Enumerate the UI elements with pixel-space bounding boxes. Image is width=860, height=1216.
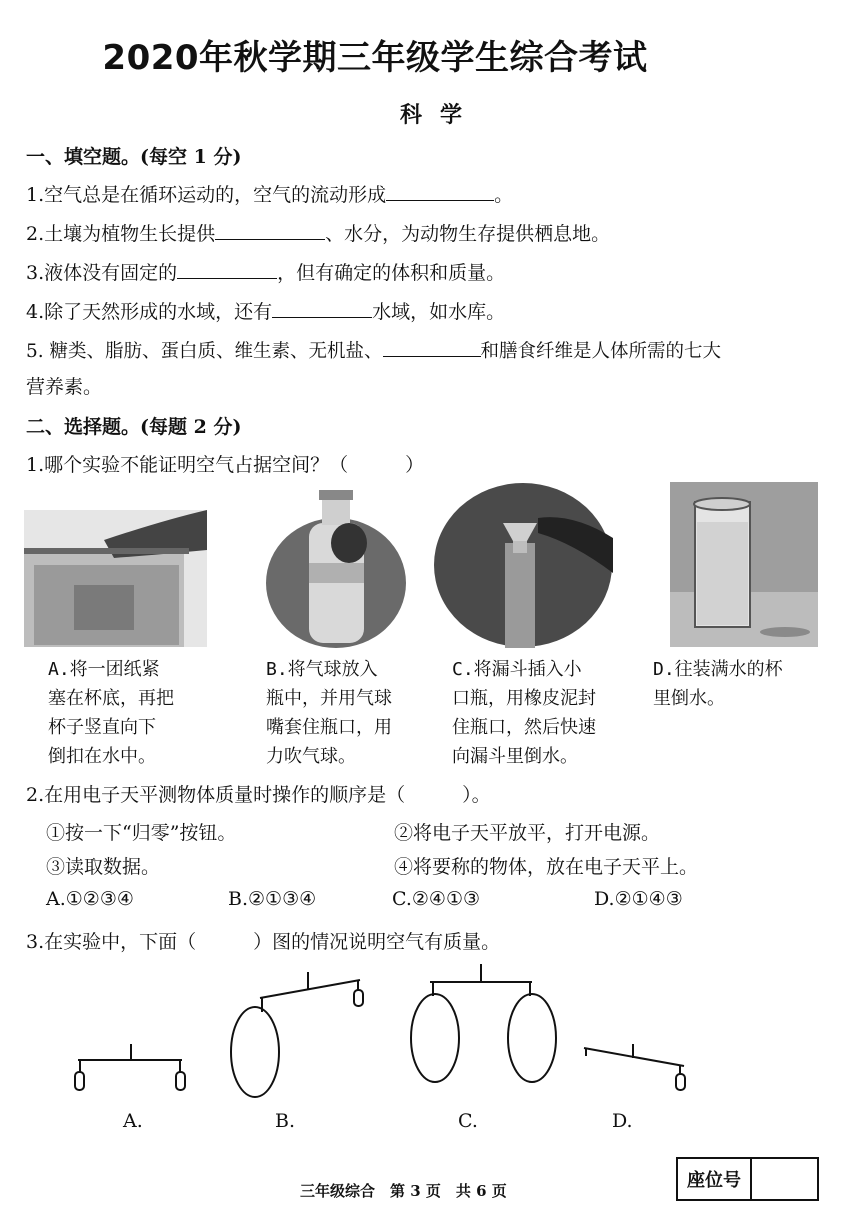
caption-line: B.将气球放入 [266,659,378,680]
fill-question-4 [26,297,505,324]
choice-question-2-stem: 2.在用电子天平测物体质量时操作的顺序是（ ）。 [26,784,491,806]
fill-question-1 [26,180,513,207]
q5-text: 5. 糖类、脂肪、蛋白质、维生素、无机盐、 [26,341,383,362]
step-4: ④将要称的物体，放在电子天平上。 [394,856,699,878]
caption-line: 瓶中，并用气球 [266,688,392,709]
caption-line: 里倒水。 [653,688,725,709]
q4-text: 4.除了天然形成的水域，还有 [26,301,273,323]
q1-end: 。 [494,184,514,206]
exam-title: 2020年秋学期三年级学生综合考试 [102,38,648,78]
funnel-bottle-photo [433,483,613,648]
fill-question-3 [26,258,505,285]
subject-title: 科学 [400,103,481,128]
caption-line: 倒扣在水中。 [48,746,156,767]
caption-line: A.将一团纸紧 [48,659,160,680]
caption-line: C.将漏斗插入小 [452,659,582,680]
caption-line: 塞在杯底，再把 [48,688,174,709]
figure-label-a: A. [123,1110,143,1132]
option-b-caption [266,655,392,771]
section-1-heading: 一、填空题。(每空 1 分) [26,146,242,168]
cup-paper-photo [24,510,207,647]
option-c-caption [452,655,596,771]
step-1: ①按一下“归零”按钮。 [46,822,237,844]
choice-b[interactable]: B.②①③④ [228,888,317,910]
balance-c [411,964,556,1082]
bottle-balloon-photo [264,488,409,648]
caption-line: 向漏斗里倒水。 [452,746,578,767]
glass-water-photo [670,482,818,647]
fill-question-2 [26,219,610,246]
figure-label-d: D. [612,1110,633,1132]
choice-d[interactable]: D.②①④③ [594,888,683,910]
answer-blank-5[interactable] [383,336,481,357]
caption-line: 嘴套住瓶口，用 [266,717,392,738]
choice-question-1-stem: 1.哪个实验不能证明空气占据空间？（ ） [26,454,425,476]
seat-number-box [676,1157,819,1201]
option-a-caption [48,655,174,771]
caption-line: 住瓶口，然后快速 [452,717,596,738]
experiment-photo-b [264,488,409,648]
choice-a[interactable]: A.①②③④ [46,888,134,910]
answer-blank-3[interactable] [177,258,277,279]
q2-end: 、水分，为动物生存提供栖息地。 [325,223,611,245]
q3-text: 3.液体没有固定的 [26,262,178,284]
answer-blank-1[interactable] [386,180,494,201]
step-2: ②将电子天平放平，打开电源。 [394,822,661,844]
caption-line: 杯子竖直向下 [48,717,156,738]
option-d-caption [653,655,783,713]
choice-question-3-stem: 3.在实验中，下面（ ）图的情况说明空气有质量。 [26,931,501,953]
answer-blank-2[interactable] [215,219,325,240]
experiment-photo-d [670,482,818,647]
choice-c[interactable]: C.②④①③ [392,888,481,910]
caption-line: 口瓶，用橡皮泥封 [452,688,596,709]
experiment-photo-c [433,483,613,648]
seat-number-field[interactable] [752,1159,817,1199]
fill-question-5-cont: 营养素。 [26,376,103,398]
caption-line: D.往装满水的杯 [653,659,783,680]
experiment-photo-a [24,510,207,647]
answer-blank-4[interactable] [272,297,372,318]
seat-number-label: 座位号 [678,1159,752,1199]
figure-label-b: B. [275,1110,296,1132]
balance-d [584,1044,685,1090]
step-3: ③读取数据。 [46,856,161,878]
figure-label-c: C. [458,1110,478,1132]
q2-text: 2.土壤为植物生长提供 [26,223,216,245]
section-2-heading: 二、选择题。(每题 2 分) [26,416,242,438]
balance-b [231,972,363,1097]
page-footer: 三年级综合 第 3 页 共 6 页 [300,1182,507,1200]
q3-end: ，但有确定的体积和质量。 [277,262,506,284]
q1-text: 1.空气总是在循环运动的，空气的流动形成 [26,184,387,206]
q5-end: 和膳食纤维是人体所需的七大 [480,341,722,362]
balance-a [75,1044,185,1090]
q4-end: 水域，如水库。 [372,301,506,323]
fill-question-5 [26,336,721,363]
caption-line: 力吹气球。 [266,746,356,767]
